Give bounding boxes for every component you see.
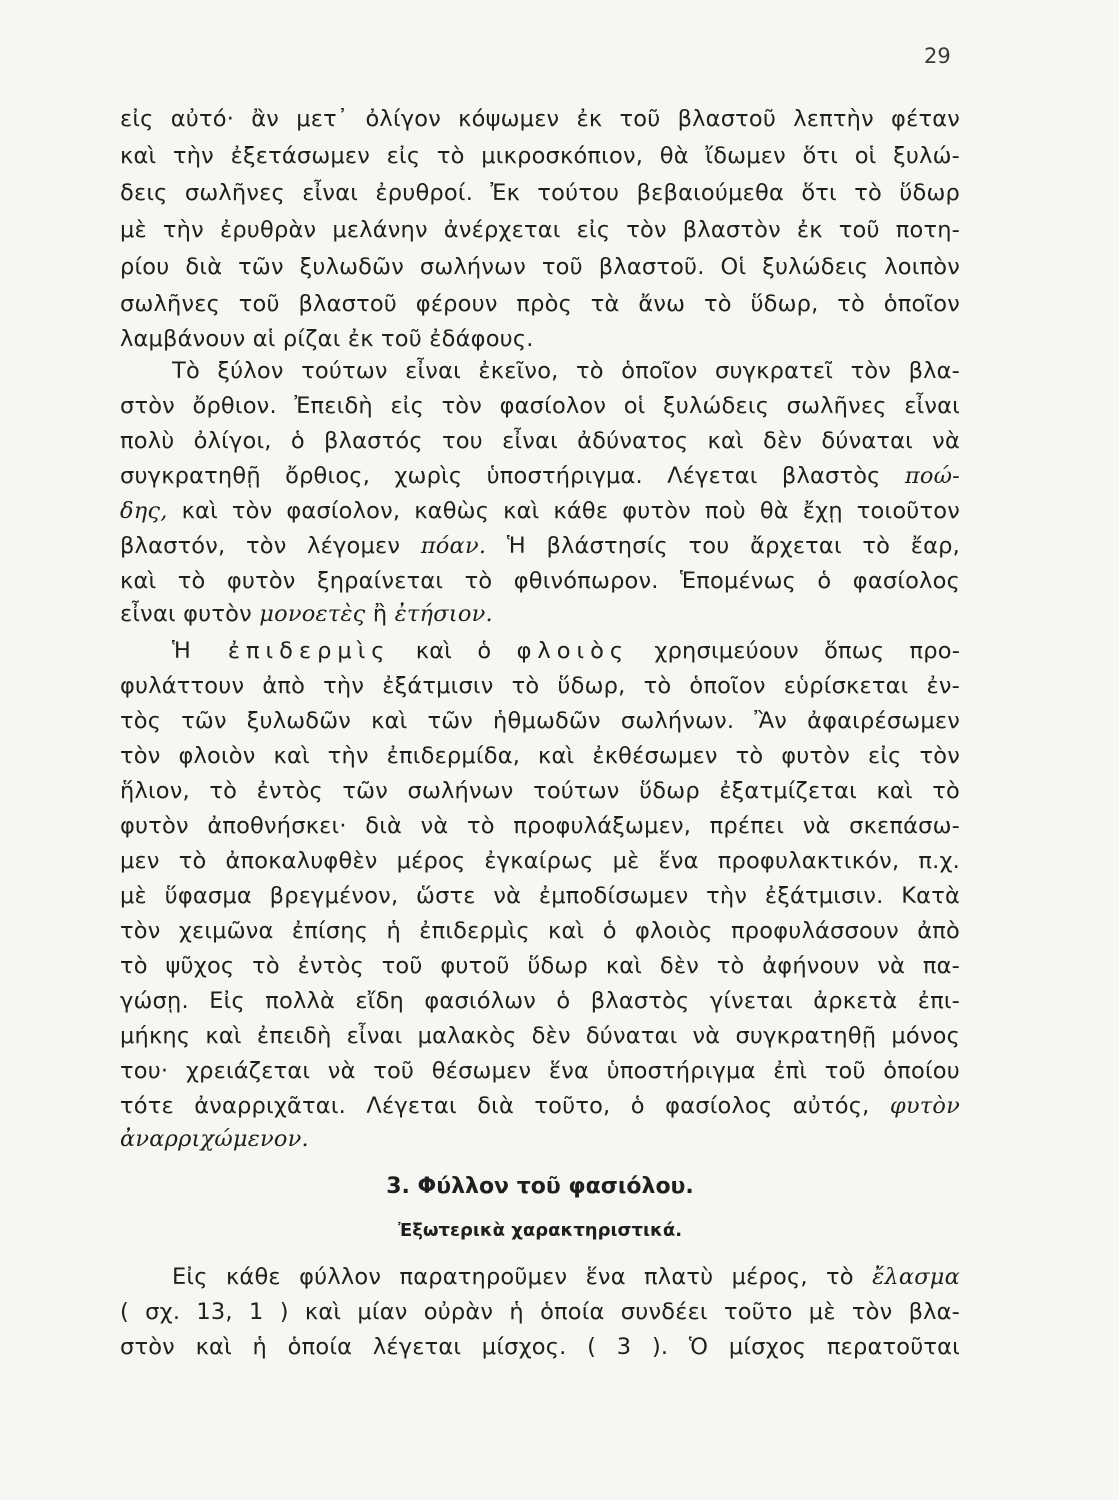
text-line: μὲ ὕφασμα βρεγμένον, ὥστε νὰ ἐμποδίσωμεν τὴν ἐξάτμισιν. Κατὰ	[120, 883, 960, 909]
text-line: σωλῆνες τοῦ βλαστοῦ φέρουν πρὸς τὰ ἄνω τὸ ὕδωρ, τὸ ὁποῖον	[120, 291, 960, 317]
text-line	[120, 532, 960, 560]
italic-term: ἐτήσιον.	[394, 601, 493, 627]
italic-term: ἔλασμα	[872, 1264, 960, 1290]
text-line: ἥλιον, τὸ ἐντὸς τῶν σωλήνων τούτων ὕδωρ ἐξατμίζεται καὶ τὸ	[120, 778, 960, 804]
text-line: στὸν ὄρθιον. Ἐπειδὴ εἰς τὸν φασίολον οἱ ξυλώδεις σωλῆνες εἶναι	[120, 393, 960, 419]
text-line: πολὺ ὀλίγοι, ὁ βλαστός του εἶναι ἀδύνατος καὶ δὲν δύναται νὰ	[120, 428, 960, 454]
text-line: τὸν χειμῶνα ἐπίσης ἡ ἐπιδερμὶς καὶ ὁ φλοιὸς προφυλάσσουν ἀπὸ	[120, 918, 960, 944]
italic-term: ποώ-	[904, 463, 960, 489]
text-line: καὶ τὴν ἐξετάσωμεν εἰς τὸ μικροσκόπιον, θὰ ἴδωμεν ὅτι οἱ ξυλώ-	[120, 143, 960, 169]
text-line: καὶ τὸ φυτὸν ξηραίνεται τὸ φθινόπωρον. Ἑπομένως ὁ φασίολος	[120, 568, 960, 594]
italic-term: ἀναρριχώμενον.	[120, 1126, 309, 1152]
section-heading: 3. Φύλλον τοῦ φασιόλου.	[386, 1174, 694, 1199]
text-line: τὸ ψῦχος τὸ ἐντὸς τοῦ φυτοῦ ὕδωρ καὶ δὲν τὸ ἀφήνουν νὰ πα-	[120, 953, 960, 979]
page-number: 29	[924, 44, 951, 68]
text-line	[120, 637, 960, 665]
spaced-term: φλοιὸς	[516, 638, 630, 664]
text-line: φυλάττουν ἀπὸ τὴν ἐξάτμισιν τὸ ὕδωρ, τὸ ὁποῖον εὑρίσκεται ἐν-	[120, 673, 960, 699]
spaced-term: Ἡ ἐπιδερμὶς	[172, 638, 391, 664]
text-line: τὸς τῶν ξυλωδῶν καὶ τῶν ἡθμωδῶν σωλήνων. Ἂν ἀφαιρέσωμεν	[120, 708, 960, 734]
text-span: καὶ τὸν φασίολον, καθὼς καὶ κάθε φυτὸν ποὺ θὰ ἔχῃ τοιοῦτον	[181, 498, 960, 524]
text-line	[120, 1125, 960, 1153]
text-span: Ἡ βλάστησίς του ἄρχεται τὸ ἔαρ,	[506, 533, 960, 559]
text-line: φυτὸν ἀποθνήσκει· διὰ νὰ τὸ προφυλάξωμεν, πρέπει νὰ σκεπάσω-	[120, 813, 960, 839]
text-line	[120, 1092, 960, 1120]
text-line	[120, 497, 960, 525]
text-line: μεν τὸ ἀποκαλυφθὲν μέρος ἐγκαίρως μὲ ἕνα προφυλακτικόν, π.χ.	[120, 848, 960, 874]
text-line: γώσῃ. Εἰς πολλὰ εἴδη φασιόλων ὁ βλαστὸς γίνεται ἀρκετὰ ἐπι-	[120, 988, 960, 1014]
text-span: χρησιμεύουν ὅπως προ-	[654, 638, 961, 664]
text-line: λαμβάνουν αἱ ρίζαι ἐκ τοῦ ἐδάφους.	[120, 326, 534, 352]
text-line: στὸν καὶ ἡ ὁποία λέγεται μίσχος. ( 3 ). Ὁ μίσχος περατοῦται	[120, 1334, 960, 1360]
section-subheading: Ἐξωτερικὰ χαρακτηριστικά.	[397, 1220, 683, 1241]
italic-term: πόαν.	[420, 533, 487, 559]
text-line	[120, 462, 960, 490]
italic-term: μονοετὲς	[259, 601, 366, 627]
text-line: του· χρειάζεται νὰ τοῦ θέσωμεν ἕνα ὑποστήριγμα ἐπὶ τοῦ ὁποίου	[120, 1058, 960, 1084]
text-line: ρίου διὰ τῶν ξυλωδῶν σωλήνων τοῦ βλαστοῦ. Οἱ ξυλώδεις λοιπὸν	[120, 254, 960, 280]
text-span: καὶ ὁ	[415, 638, 492, 664]
text-line: εἰς αὐτό· ἂν μετ᾽ ὀλίγον κόψωμεν ἐκ τοῦ βλαστοῦ λεπτὴν φέταν	[120, 106, 960, 132]
text-span: εἶναι φυτὸν	[120, 601, 252, 627]
text-span: συγκρατηθῇ ὄρθιος, χωρὶς ὑποστήριγμα. Λέγεται βλαστὸς	[120, 463, 881, 489]
text-line: μήκης καὶ ἐπειδὴ εἶναι μαλακὸς δὲν δύναται νὰ συγκρατηθῇ μόνος	[120, 1023, 960, 1049]
text-span: ἢ	[372, 601, 388, 627]
text-line	[120, 600, 960, 628]
text-line: δεις σωλῆνες εἶναι ἐρυθροί. Ἐκ τούτου βεβαιούμεθα ὅτι τὸ ὕδωρ	[120, 180, 960, 206]
text-line: ( σχ. 13, 1 ) καὶ μίαν οὐρὰν ἡ ὁποία συνδέει τοῦτο μὲ τὸν βλα-	[120, 1299, 960, 1325]
text-span: Εἰς κάθε φύλλον παρατηροῦμεν ἕνα πλατὺ μέρος, τὸ	[172, 1264, 854, 1290]
text-span: τότε ἀναρριχᾶται. Λέγεται διὰ τοῦτο, ὁ φασίολος αὐτός,	[120, 1093, 870, 1119]
text-line: μὲ τὴν ἐρυθρὰν μελάνην ἀνέρχεται εἰς τὸν βλαστὸν ἐκ τοῦ ποτη-	[120, 217, 960, 243]
text-line: τὸν φλοιὸν καὶ τὴν ἐπιδερμίδα, καὶ ἐκθέσωμεν τὸ φυτὸν εἰς τὸν	[120, 743, 960, 769]
text-line	[120, 1263, 960, 1291]
italic-term: δης,	[120, 498, 168, 524]
italic-term: φυτὸν	[889, 1093, 960, 1119]
text-line: Τὸ ξύλον τούτων εἶναι ἐκεῖνο, τὸ ὁποῖον συγκρατεῖ τὸν βλα-	[172, 358, 960, 384]
text-span: βλαστόν, τὸν λέγομεν	[120, 533, 401, 559]
